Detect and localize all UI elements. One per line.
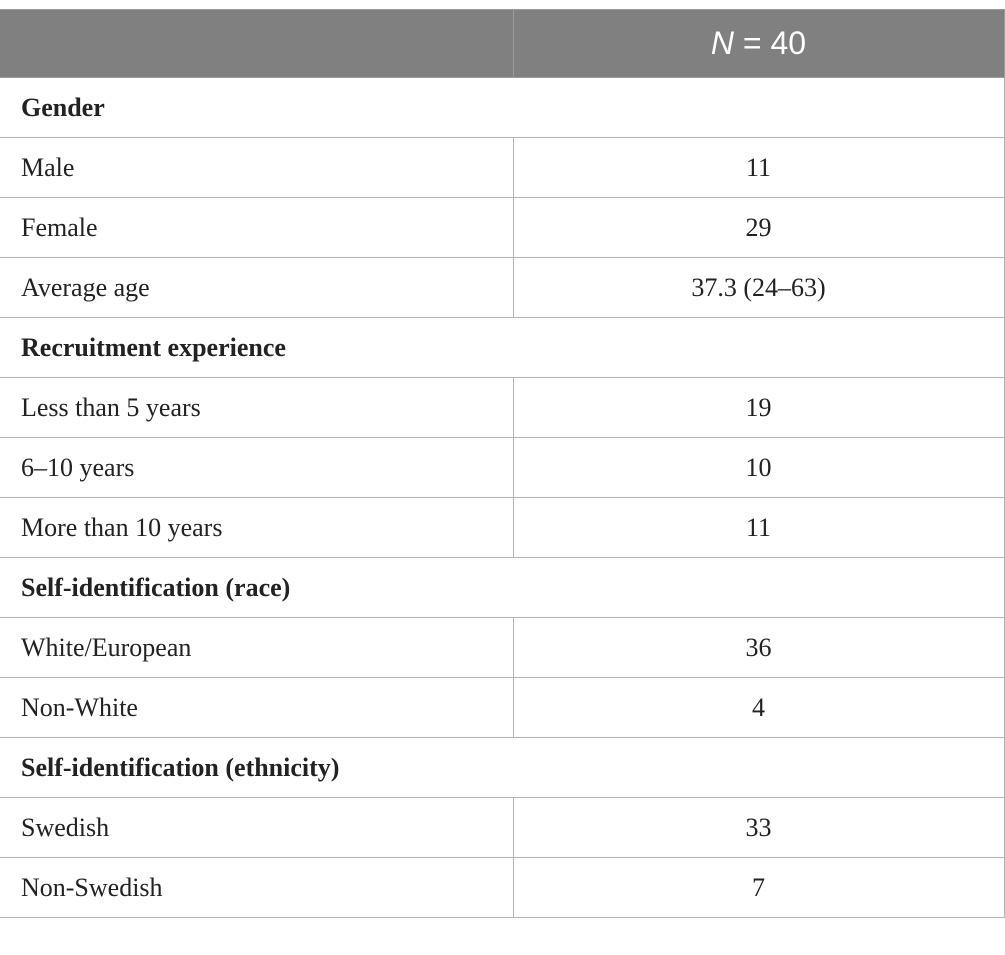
table-row — [0, 678, 1004, 738]
row-label: Non-White — [0, 678, 513, 738]
table-row — [0, 498, 1004, 558]
n-value: = 40 — [734, 25, 807, 61]
section-row-ethnicity — [0, 738, 1004, 798]
row-label: 6–10 years — [0, 438, 513, 498]
row-value: 11 — [513, 138, 1004, 198]
row-label: White/European — [0, 618, 513, 678]
row-value: 7 — [513, 858, 1004, 918]
section-title: Gender — [0, 78, 1004, 138]
row-label: Less than 5 years — [0, 378, 513, 438]
header-n-cell — [513, 10, 1004, 78]
table-row — [0, 378, 1004, 438]
row-value: 11 — [513, 498, 1004, 558]
table-row — [0, 858, 1004, 918]
table-row — [0, 198, 1004, 258]
row-label: Female — [0, 198, 513, 258]
section-title: Self-identification (ethnicity) — [0, 738, 1004, 798]
table-row — [0, 138, 1004, 198]
header-row — [0, 10, 1004, 78]
table-row — [0, 618, 1004, 678]
table-row — [0, 438, 1004, 498]
section-title: Self-identification (race) — [0, 558, 1004, 618]
section-row-race — [0, 558, 1004, 618]
row-value: 36 — [513, 618, 1004, 678]
row-label: Male — [0, 138, 513, 198]
section-title: Recruitment experience — [0, 318, 1004, 378]
row-value: 33 — [513, 798, 1004, 858]
n-variable: N — [710, 25, 735, 61]
demographics-table — [0, 9, 1005, 918]
row-value: 29 — [513, 198, 1004, 258]
header-label-cell — [0, 10, 513, 78]
table-row — [0, 258, 1004, 318]
row-value: 19 — [513, 378, 1004, 438]
row-label: Average age — [0, 258, 513, 318]
row-label: Swedish — [0, 798, 513, 858]
row-value: 37.3 (24–63) — [513, 258, 1004, 318]
section-row-recruitment-experience — [0, 318, 1004, 378]
row-value: 10 — [513, 438, 1004, 498]
table-row — [0, 798, 1004, 858]
row-label: More than 10 years — [0, 498, 513, 558]
section-row-gender — [0, 78, 1004, 138]
row-value: 4 — [513, 678, 1004, 738]
row-label: Non-Swedish — [0, 858, 513, 918]
